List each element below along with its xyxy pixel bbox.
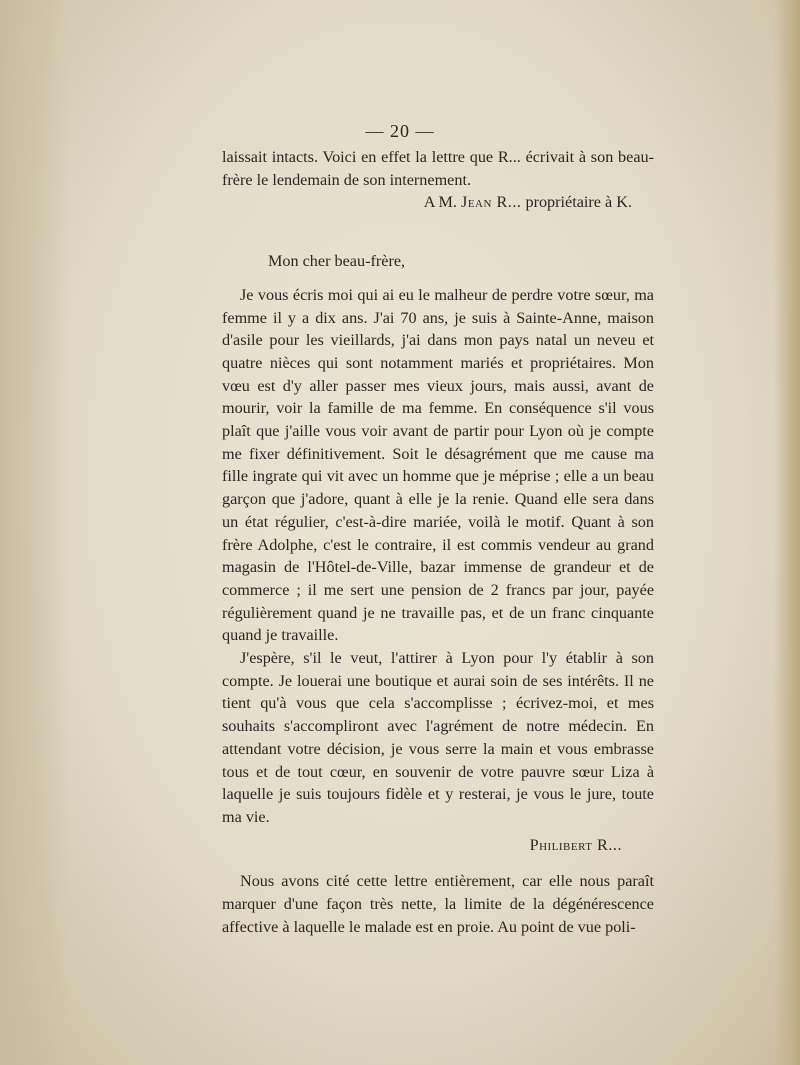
letter-signature: Philibert R... (529, 835, 622, 854)
closing-paragraph: Nous avons cité cette lettre entièrement, car elle nous paraît marquer d'une façon très nette, la limite de la dégénérescence affective à laquelle le malade est en proie. Au point de vue poli- (222, 872, 654, 936)
intro-paragraph: laissait intacts. Voici en effet la lettre que R... écrivait à son beau-frère le lendemain de son internement. (222, 148, 654, 189)
body-text (222, 146, 654, 939)
letter-address (222, 191, 654, 214)
address-name: Jean R... (461, 193, 522, 212)
page-shadow-right (774, 0, 800, 1065)
address-prefix: A M. (423, 193, 457, 212)
letter-paragraph-2: J'espère, s'il le veut, l'attirer à Lyon pour l'y établir à son compte. Je louerai une boutique et aurai soin de ses intérêts. Il ne tient qu'à vous que cela s'accomplisse ; écrivez-moi, et mes souhaits s'accompliront avec l'agrément de notre médecin. En attendant votre décision, je vous serre la main et vous embrasse tous et de tout cœur, en souvenir de votre pauvre sœur Liza à laquelle je suis toujours fidèle et y resterai, je vous le jure, toute ma vie. (222, 649, 654, 826)
page-number: — 20 — (365, 121, 435, 141)
address-suffix: propriétaire à K. (525, 193, 632, 212)
page-shadow-left (0, 0, 70, 1065)
letter-paragraph-1: Je vous écris moi qui ai eu le malheur de perdre votre sœur, ma femme il y a dix ans. J'ai 70 ans, je suis à Sainte-Anne, maison d'asile pour les vieillards, j'ai dans mon pays natal un neveu et quatre nièces qui sont notamment mariés et propriétaires. Mon vœu est d'y aller passer mes vieux jours, mais aussi, avant de mourir, voir la famille de ma femme. En conséquence s'il vous plaît que j'aille vous voir avant de partir pour Lyon où je compte me fixer définitivement. Soit le désagrément que me cause ma fille ingrate qui vit avec un homme que je méprise ; elle a un beau garçon que j'adore, quant à elle je la renie. Quand elle sera dans un état régulier, c'est-à-dire mariée, voilà le motif. Quant à son frère Adolphe, c'est le contraire, il est commis vendeur au grand magasin de l'Hôtel-de-Ville, bazar immense de grandeur et de commerce ; il me sert une pension de 2 francs par jour, payée régulièrement quand je ne travaille pas, et de un franc cinquante quand je travaille. (222, 285, 654, 645)
letter-salutation: Mon cher beau-frère, (268, 252, 406, 271)
